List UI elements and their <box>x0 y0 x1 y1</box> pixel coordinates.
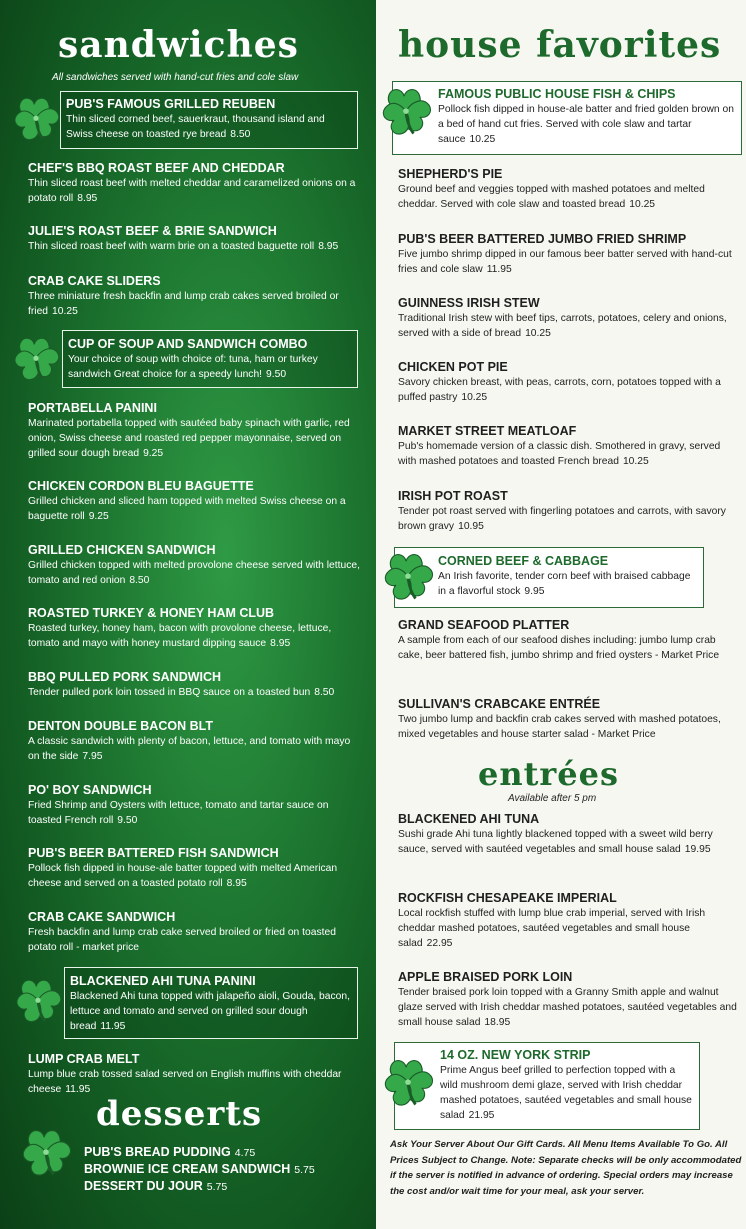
item-price: 11.95 <box>100 1021 126 1032</box>
item-name: DESSERT DU JOUR <box>84 1179 203 1193</box>
item-name: ROASTED TURKEY & HONEY HAM CLUB <box>28 606 275 620</box>
item-name: GUINNESS IRISH STEW <box>398 296 540 310</box>
item-desc: Roasted turkey, honey ham, bacon with provolone cheese, lettuce, tomato and mayo with honey mustard dipping sauce <box>28 623 332 649</box>
item-price: 18.95 <box>484 1017 511 1028</box>
item-desc: Local rockfish stuffed with lump blue crab imperial, served with Irish cheddar mashed potatoes, sautéed vegetables and small house salad <box>398 908 706 949</box>
item-price: 9.25 <box>88 511 109 522</box>
item-desc: Traditional Irish stew with beef tips, carrots, potatoes, celery and onions, served with a side of bread <box>398 313 727 339</box>
item-desc: Three miniature fresh backfin and lump crab cakes served broiled or fried <box>28 291 339 317</box>
item-name: SHEPHERD'S PIE <box>398 167 503 181</box>
entrees-title: entrées <box>478 755 619 793</box>
item-desc: Thin sliced roast beef with melted cheddar and caramelized onions on a potato roll <box>28 178 356 204</box>
menu-item <box>28 1051 364 1097</box>
menu-item <box>398 811 738 857</box>
item-name: IRISH POT ROAST <box>398 489 508 503</box>
item-price: 9.50 <box>117 815 138 826</box>
menu-item <box>28 223 364 254</box>
item-price: 8.95 <box>318 241 339 252</box>
entrees-note: Available after 5 pm <box>508 793 597 804</box>
item-name: PO' BOY SANDWICH <box>28 783 152 797</box>
menu-item <box>68 336 352 382</box>
menu-item <box>28 273 364 319</box>
item-name: JULIE'S ROAST BEEF & BRIE SANDWICH <box>28 224 277 238</box>
item-price: 8.50 <box>230 129 251 140</box>
menu-item <box>28 845 364 891</box>
menu-item <box>440 1047 694 1123</box>
item-price: 11.95 <box>486 264 512 275</box>
menu-item <box>398 696 738 742</box>
menu-item <box>28 160 364 206</box>
item-price: 10.25 <box>622 456 649 467</box>
item-name: 14 OZ. NEW YORK STRIP <box>440 1048 591 1062</box>
menu-item <box>398 295 738 341</box>
item-price: 11.95 <box>65 1084 91 1095</box>
item-desc: Five jumbo shrimp dipped in our famous beer batter served with hand-cut fries and cole slaw <box>398 249 732 275</box>
item-desc: Grilled chicken and sliced ham topped with melted Swiss cheese on a baguette roll <box>28 496 346 522</box>
item-desc: Thin sliced corned beef, sauerkraut, thousand island and Swiss cheese on toasted rye bread <box>66 114 325 140</box>
item-name: FAMOUS PUBLIC HOUSE FISH & CHIPS <box>438 87 676 101</box>
item-price: 10.95 <box>458 521 484 532</box>
shamrock-icon <box>10 92 62 148</box>
item-price: 8.95 <box>226 878 247 889</box>
item-desc: Tender pulled pork loin tossed in BBQ sauce on a toasted bun <box>28 687 311 698</box>
item-desc: A sample from each of our seafood dishes including: jumbo lump crab cake, beer battered fish, jumbo shrimp and fried oysters - Market Price <box>398 635 720 661</box>
item-name: PORTABELLA PANINI <box>28 401 157 415</box>
item-name: PUB'S BREAD PUDDING <box>84 1145 231 1159</box>
shamrock-icon <box>18 1124 74 1184</box>
item-name: BLACKENED AHI TUNA <box>398 812 540 826</box>
item-name: CHEF'S BBQ ROAST BEEF AND CHEDDAR <box>28 161 285 175</box>
menu-item <box>438 553 698 599</box>
item-name: BLACKENED AHI TUNA PANINI <box>70 974 256 988</box>
item-desc: Tender pot roast served with fingerling potatoes and carrots, with savory brown gravy <box>398 506 726 532</box>
dessert-item <box>84 1161 315 1179</box>
shamrock-icon <box>380 1054 436 1114</box>
item-desc: Ground beef and veggies topped with mashed potatoes and melted cheddar. Served with cole slaw and toasted bread <box>398 184 705 210</box>
shamrock-icon <box>10 332 62 388</box>
desserts-title: desserts <box>96 1094 263 1134</box>
item-price: 8.50 <box>129 575 150 586</box>
shamrock-icon <box>378 84 434 142</box>
item-price: 10.25 <box>52 306 78 317</box>
menu-item <box>28 718 364 764</box>
item-name: GRAND SEAFOOD PLATTER <box>398 618 570 632</box>
item-name: PUB'S BEER BATTERED FISH SANDWICH <box>28 846 279 860</box>
menu-item <box>66 96 352 142</box>
item-name: LUMP CRAB MELT <box>28 1052 140 1066</box>
item-desc: Blackened Ahi tuna topped with jalapeño aioli, Gouda, bacon, lettuce and tomato and served on grilled sour dough bread <box>70 991 350 1032</box>
item-name: CHICKEN CORDON BLEU BAGUETTE <box>28 479 254 493</box>
dessert-item <box>84 1178 227 1196</box>
item-desc: Pollock fish dipped in house-ale batter and fried golden brown on a bed of hand cut fries. Served with cole slaw and tartar sauce <box>438 104 734 145</box>
item-price: 8.95 <box>77 193 98 204</box>
item-price: 22.95 <box>426 938 453 949</box>
menu-item <box>28 909 364 955</box>
menu-item <box>28 782 364 828</box>
item-name: CRAB CAKE SANDWICH <box>28 910 176 924</box>
item-price: 21.95 <box>468 1110 495 1121</box>
menu-item <box>398 617 738 663</box>
item-desc: Sushi grade Ahi tuna lightly blackened topped with a sweet wild berry sauce, served with sautéed vegetables and small house salad <box>398 829 713 855</box>
menu-item <box>398 423 738 469</box>
item-desc: Pub's homemade version of a classic dish. Smothered in gravy, served with mashed potatoes and toasted French bread <box>398 441 721 467</box>
item-name: PUB'S FAMOUS GRILLED REUBEN <box>66 97 276 111</box>
item-price: 9.25 <box>143 448 164 459</box>
item-name: APPLE BRAISED PORK LOIN <box>398 970 573 984</box>
dessert-item <box>84 1144 255 1162</box>
item-price: 8.50 <box>314 687 335 698</box>
sandwiches-title: sandwiches <box>58 24 299 66</box>
menu-item <box>398 890 738 951</box>
item-desc: Fresh backfin and lump crab cake served broiled or fried on toasted potato roll - market price <box>28 927 336 953</box>
menu-item <box>398 359 738 405</box>
item-price: 9.95 <box>524 586 545 597</box>
menu-item <box>28 669 364 700</box>
item-desc: Grilled chicken topped with melted provolone cheese served with lettuce, tomato and red onion <box>28 560 360 586</box>
item-desc: Savory chicken breast, with peas, carrots, corn, potatoes topped with a puffed pastry <box>398 377 721 403</box>
item-name: SULLIVAN'S CRABCAKE ENTRÉE <box>398 697 601 711</box>
item-name: BBQ PULLED PORK SANDWICH <box>28 670 222 684</box>
item-name: CHICKEN POT PIE <box>398 360 508 374</box>
menu-item <box>398 231 738 277</box>
house-favorites-title: house favorites <box>398 24 722 66</box>
item-desc: Your choice of soup with choice of: tuna, ham or turkey sandwich Great choice for a speedy lunch! <box>68 354 318 380</box>
item-name: PUB'S BEER BATTERED JUMBO FRIED SHRIMP <box>398 232 687 246</box>
item-price: 4.75 <box>234 1147 256 1159</box>
item-name: CRAB CAKE SLIDERS <box>28 274 161 288</box>
footer-note: Ask Your Server About Our Gift Cards. All Menu Items Available To Go. All Prices Subject to Change. Note: Separate checks will be only accommodated if the server is notified in advance of ordering. Special orders may increase the cost and/or wait time for your meal, ask your server. <box>390 1139 742 1197</box>
item-name: CUP OF SOUP AND SANDWICH COMBO <box>68 337 308 351</box>
item-name: CORNED BEEF & CABBAGE <box>438 554 609 568</box>
item-price: 5.75 <box>294 1164 315 1176</box>
item-price: 9.50 <box>266 369 287 380</box>
menu-item <box>398 488 738 534</box>
item-price: 5.75 <box>206 1181 228 1193</box>
menu-item <box>398 166 738 212</box>
menu-item <box>438 86 734 147</box>
house-favorites-panel <box>376 0 746 1229</box>
item-desc: Fried Shrimp and Oysters with lettuce, tomato and tartar sauce on toasted French roll <box>28 800 329 826</box>
item-price: 10.25 <box>461 392 488 403</box>
menu-item <box>28 542 364 588</box>
shamrock-icon <box>12 974 64 1030</box>
item-name: ROCKFISH CHESAPEAKE IMPERIAL <box>398 891 617 905</box>
item-name: DENTON DOUBLE BACON BLT <box>28 719 213 733</box>
item-desc: A classic sandwich with plenty of bacon, lettuce, and tomato with mayo on the side <box>28 736 351 762</box>
item-price: 10.25 <box>629 199 656 210</box>
item-desc: Two jumbo lump and backfin crab cakes served with mashed potatoes, mixed vegetables and house starter salad - Market Price <box>398 714 721 740</box>
item-name: BROWNIE ICE CREAM SANDWICH <box>84 1162 291 1176</box>
item-name: MARKET STREET MEATLOAF <box>398 424 577 438</box>
menu-item <box>28 400 364 461</box>
item-price: 8.95 <box>270 638 291 649</box>
item-desc: Marinated portabella topped with sautéed baby spinach with garlic, red onion, Swiss cheese and roasted red pepper mayonnaise, served on grilled sour dough bread <box>28 418 350 459</box>
sandwiches-note: All sandwiches served with hand-cut fries and cole slaw <box>52 72 299 83</box>
item-desc: An Irish favorite, tender corn beef with braised cabbage in a flavorful stock <box>438 571 691 597</box>
item-desc: Prime Angus beef grilled to perfection topped with a wild mushroom demi glaze, served with Irish cheddar mashed potatoes, sautéed vegetables and small house salad <box>440 1065 692 1121</box>
item-price: 10.25 <box>469 134 496 145</box>
menu-item <box>70 973 352 1034</box>
item-price: 19.95 <box>684 844 711 855</box>
shamrock-icon <box>380 549 436 607</box>
item-name: GRILLED CHICKEN SANDWICH <box>28 543 216 557</box>
item-desc: Tender braised pork loin topped with a Granny Smith apple and walnut glaze served with Irish cheddar mashed potatoes, sautéed vegetables and small house salad <box>398 987 737 1028</box>
item-desc: Pollock fish dipped in house-ale batter topped with melted American cheese and served on a toasted potato roll <box>28 863 338 889</box>
item-price: 7.95 <box>82 751 103 762</box>
item-desc: Lump blue crab tossed salad served on English muffins with cheddar cheese <box>28 1069 342 1095</box>
item-price: 10.25 <box>525 328 551 339</box>
menu-item <box>28 605 364 651</box>
item-desc: Thin sliced roast beef with warm brie on a toasted baguette roll <box>28 241 315 252</box>
menu-item <box>28 478 364 524</box>
menu-item <box>398 969 738 1030</box>
